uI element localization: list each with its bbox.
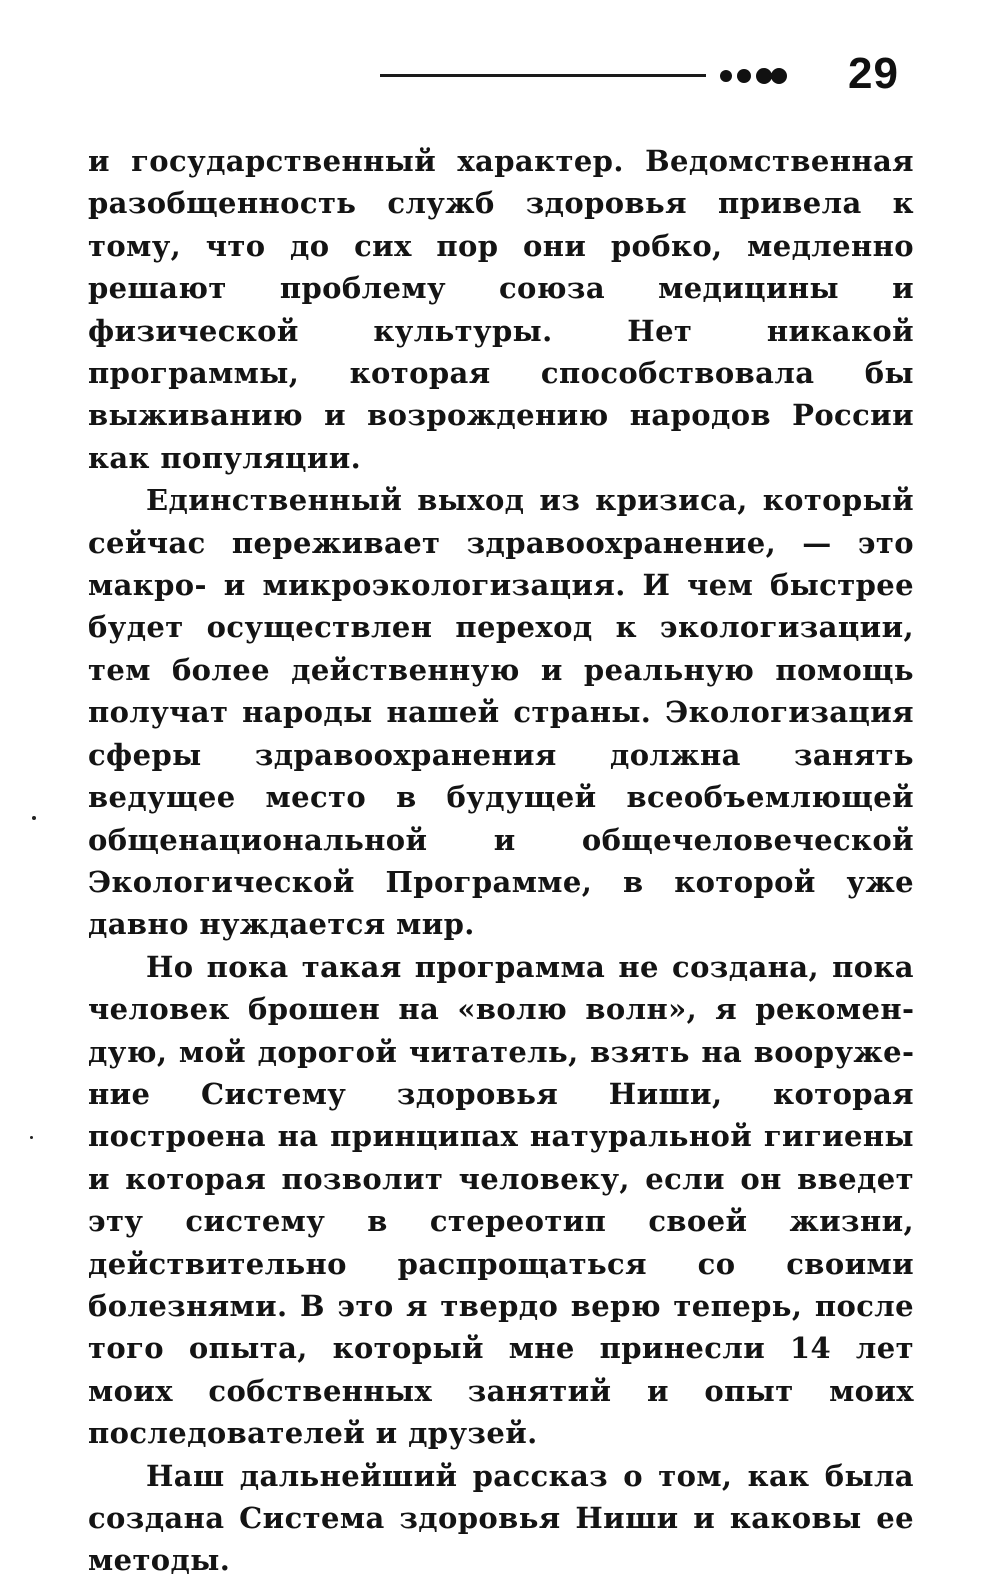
dots-ornament-icon	[720, 67, 790, 85]
scan-speck	[32, 816, 36, 820]
paragraph: Единственный выход из кризиса, который сейчас переживает здравоохранение, — это макро- и микроэкологизация. И чем быстрее будет осуществлен переход к экологизации, тем более действенную и реальную помощь получат народы нашей страны. Экологизация сферы здравоохранения должна занять ведущее место в будущей всеобъемлющей общенациональной и общечеловеческой Экологической Программе, в которой уже давно нуждается мир.	[88, 483, 914, 942]
ornament-dot	[720, 70, 732, 82]
ornament-dot	[737, 69, 751, 83]
running-header	[380, 48, 910, 100]
ornament-dot	[756, 68, 772, 84]
body-text	[88, 140, 914, 1582]
header-rule	[380, 74, 706, 77]
paragraph: Наш дальнейший рассказ о том, как была создана Система здоровья Ниши и каковы ее методы.	[88, 1458, 914, 1578]
paragraph: Но пока такая программа не создана, пока человек брошен на «волю волн», я рекомендую, мой дорогой читатель, взять на вооружение Систему здоровья Ниши, которая построена на принципах натуральной гигиены и которая позволит человеку, если он введет эту систему в стереотип своей жизни, действительно распрощаться со своими болезнями. В это я твердо верю теперь, после того опыта, который мне принесли 14 лет моих собственных занятий и опыт моих последователей и друзей.	[88, 949, 914, 1451]
paragraph-continued: и государственный характер. Ведомственная разобщенность служб здоровья привела к тому, что до сих пор они робко, медленно решают проблему союза медицины и физической культуры. Нет никакой программы, которая способствовала бы выживанию и возрождению народов России как популяции.	[88, 144, 914, 475]
page-number: 29	[848, 49, 899, 98]
scan-speck	[30, 1136, 33, 1139]
ornament-dot	[771, 68, 787, 84]
